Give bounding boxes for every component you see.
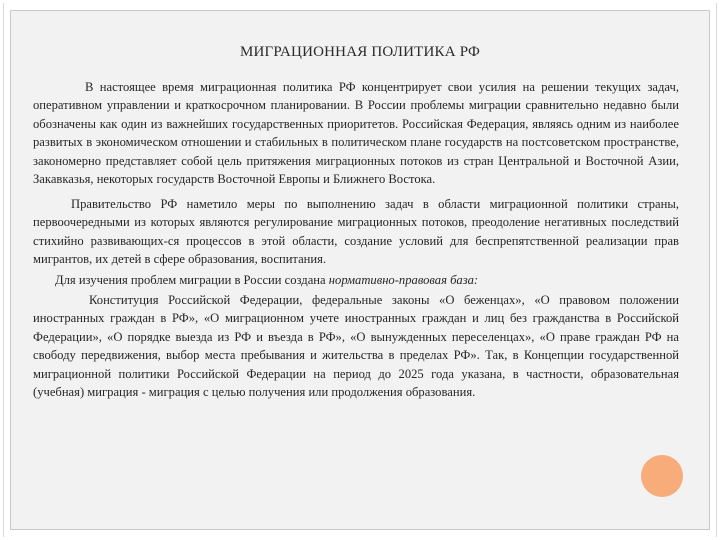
paragraph-4: Конституция Российской Федерации, федеральные законы «О беженцах», «О правовом положении иностранных граждан в РФ», «О миграционном учете иностранных граждан и лиц без гражданства в Российской Федерации», «О порядке выезда из РФ и въезда в РФ», «О вынужденных переселенцах», «О праве граждан РФ на свободу передвижения, выбор места пребывания и жительства в пределах РФ». Так, в Концепции государственной миграционной политики Российской Федерации на период до 2025 года указана, в частности, образовательная (учебная) миграция - миграция с целью получения или продолжения образования. (33, 292, 679, 400)
paragraph-1: В настоящее время миграционная политика РФ концентрирует свои усилия на решении текущих задач, оперативном управлении и краткосрочном планировании. В России проблемы миграции сравнительно недавно были обозначены как один из важнейших государственных приоритетов. Российская Федерация, являясь одним из наиболее развитых в экономическом отношении и стабильных в политическом плане государств на постсоветском пространстве, закономерно представляет собой цель притяжения миграционных потоков из стран Центральной и Восточной Азии, Закавказья, некоторых государств Восточной Европы и Ближнего Востока. (33, 80, 679, 187)
paragraph-3 (33, 271, 679, 289)
decorative-circle (641, 455, 683, 497)
slide-body (33, 78, 679, 402)
slide-edge-right (716, 3, 717, 537)
page-title: МИГРАЦИОННАЯ ПОЛИТИКА РФ (239, 44, 481, 60)
paragraph-3-text: Для изучения проблем миграции в России создана (55, 272, 326, 287)
slide-edge-left (3, 3, 4, 537)
legal-base-emphasis: нормативно-правовая база: (328, 272, 479, 287)
paragraph-2: Правительство РФ наметило меры по выполнению задач в области миграционной политики страны, первоочередными из которых являются регулирование миграционных потоков, преодоление негативных последствий стихийно развивающих-ся процессов в этой области, создание условий для беспрепятственной реализации прав мигрантов, их детей в сфере образования, воспитания. (33, 196, 679, 267)
